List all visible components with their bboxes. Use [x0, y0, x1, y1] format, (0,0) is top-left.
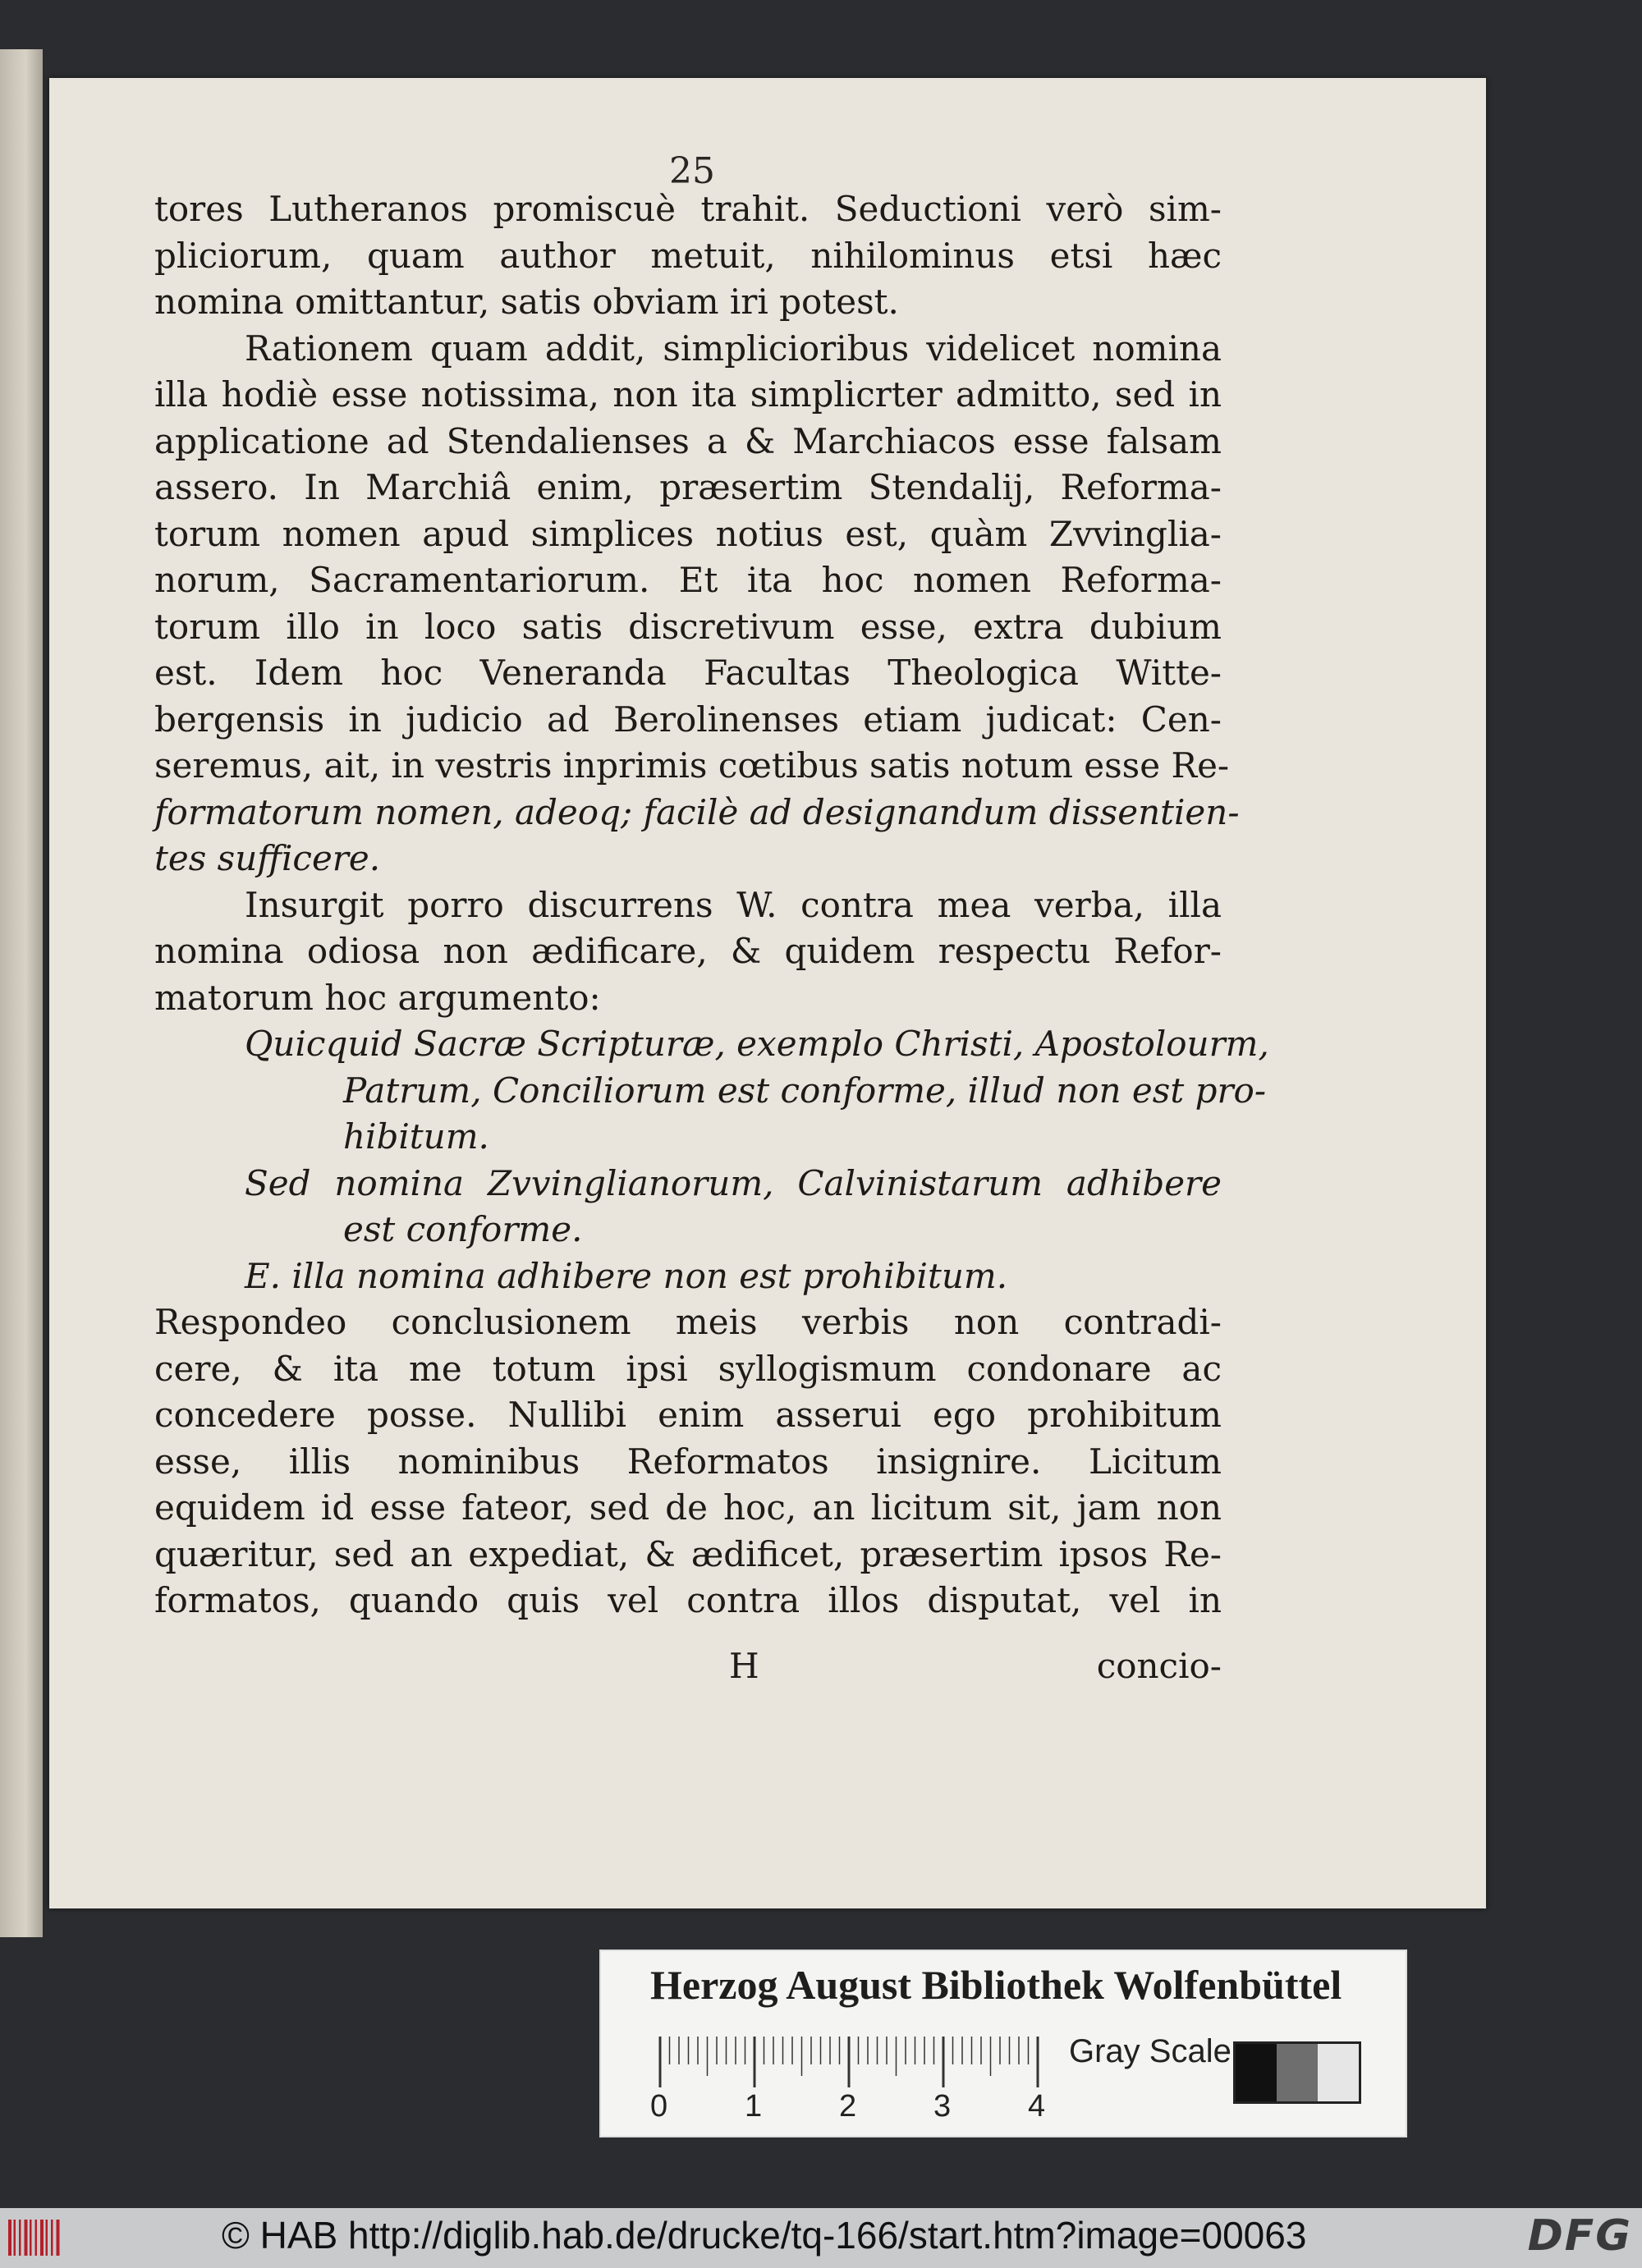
gray-swatch: [1236, 2044, 1277, 2101]
text-line: Insurgit porro discurrens W. contra mea verba, illa: [245, 884, 1222, 925]
text-line: nomina omittantur, satis obviam iri potest.: [154, 282, 899, 322]
copyright-url: © HAB http://diglib.hab.de/drucke/tq-166/start.htm?image=00063: [222, 2214, 1307, 2257]
text-line: est. Idem hoc Veneranda Facultas Theologica Witte-: [154, 653, 1222, 693]
text-line: Patrum, Conciliorum est conforme, illud non est pro-: [343, 1070, 1267, 1111]
text-line: illa hodiè esse notissima, non ita simplicrter admitto, sed in: [154, 374, 1222, 415]
dfg-logo: DFG: [1527, 2211, 1632, 2261]
ruler-scale: [657, 2033, 1051, 2091]
ruler-number: 3: [933, 2089, 952, 2124]
gray-swatch: [1318, 2044, 1359, 2101]
text-line: cere, & ita me totum ipsi syllogismum condonare ac: [154, 1348, 1222, 1389]
text-line: hibitum.: [343, 1116, 489, 1157]
signature-mark: H: [729, 1646, 759, 1686]
text-line: Rationem quam addit, simplicioribus videlicet nomina: [245, 328, 1222, 369]
text-line: formatos, quando quis vel contra illos disputat, vel in: [154, 1580, 1222, 1620]
text-line: Respondeo conclusionem meis verbis non contradi-: [154, 1302, 1222, 1342]
facing-page-edge: [0, 49, 43, 1937]
text-line: concedere posse. Nullibi enim asserui ego prohibitum: [154, 1395, 1222, 1435]
text-line: bergensis in judicio ad Berolinenses etiam judicat: Cen-: [154, 699, 1222, 740]
ruler-numbers: [650, 2089, 1061, 2130]
gray-swatch: [1277, 2044, 1318, 2101]
text-line: seremus, ait, in vestris inprimis cœtibus satis notum esse Re-: [154, 745, 1230, 786]
text-line: tores Lutheranos promiscuè trahit. Seductioni verò sim-: [154, 189, 1222, 229]
text-line: formatorum nomen, adeoq; facilè ad designandum dissentien-: [154, 791, 1240, 832]
text-line: matorum hoc argumento:: [154, 977, 601, 1018]
text-line: applicatione ad Stendalienses a & Marchiacos esse falsam: [154, 420, 1222, 461]
ruler-number: 1: [745, 2089, 763, 2124]
body-text: [154, 186, 1269, 1624]
text-line: esse, illis nominibus Reformatos insignire. Licitum: [154, 1441, 1222, 1482]
barcode-icon: [7, 2218, 64, 2259]
text-line: torum illo in loco satis discretivum esse, extra dubium: [154, 606, 1222, 647]
text-line: assero. In Marchiâ enim, præsertim Stendalij, Reforma-: [154, 467, 1222, 507]
text-line: Sed nomina Zvvinglianorum, Calvinistarum adhibere: [245, 1162, 1222, 1203]
text-line: Quicquid Sacræ Scripturæ, exemplo Christi, Apostolourm,: [245, 1024, 1269, 1064]
gray-swatches: [1233, 2041, 1361, 2104]
ruler-number: 2: [839, 2089, 857, 2124]
text-line: quæritur, sed an expediat, & ædificet, præsertim ipsos Re-: [154, 1533, 1222, 1574]
text-line: tes sufficere.: [154, 838, 381, 878]
text-line: pliciorum, quam author metuit, nihilominus etsi hæc: [154, 235, 1222, 276]
color-calibration-card: [599, 1950, 1407, 2137]
page-footer-line: [154, 1642, 1222, 1691]
card-title: Herzog August Bibliothek Wolfenbüttel: [650, 1962, 1342, 2008]
catchword: concio-: [1096, 1646, 1222, 1686]
page-number: 25: [669, 150, 715, 192]
text-line: norum, Sacramentariorum. Et ita hoc nomen Reforma-: [154, 560, 1222, 600]
text-line: nomina odiosa non ædificare, & quidem respectu Refor-: [154, 931, 1222, 971]
ruler-number: 0: [650, 2089, 668, 2124]
text-line: equidem id esse fateor, sed de hoc, an licitum sit, jam non: [154, 1487, 1222, 1528]
text-line: torum nomen apud simplices notius est, quàm Zvvinglia-: [154, 513, 1222, 554]
text-line: E. illa nomina adhibere non est prohibitum.: [245, 1255, 1008, 1296]
book-page: [49, 78, 1486, 1908]
footer-bar: [0, 2208, 1642, 2268]
gray-scale-label: Gray Scale: [1069, 2033, 1232, 2069]
ruler-number: 4: [1028, 2089, 1046, 2124]
text-line: est conforme.: [343, 1209, 583, 1249]
